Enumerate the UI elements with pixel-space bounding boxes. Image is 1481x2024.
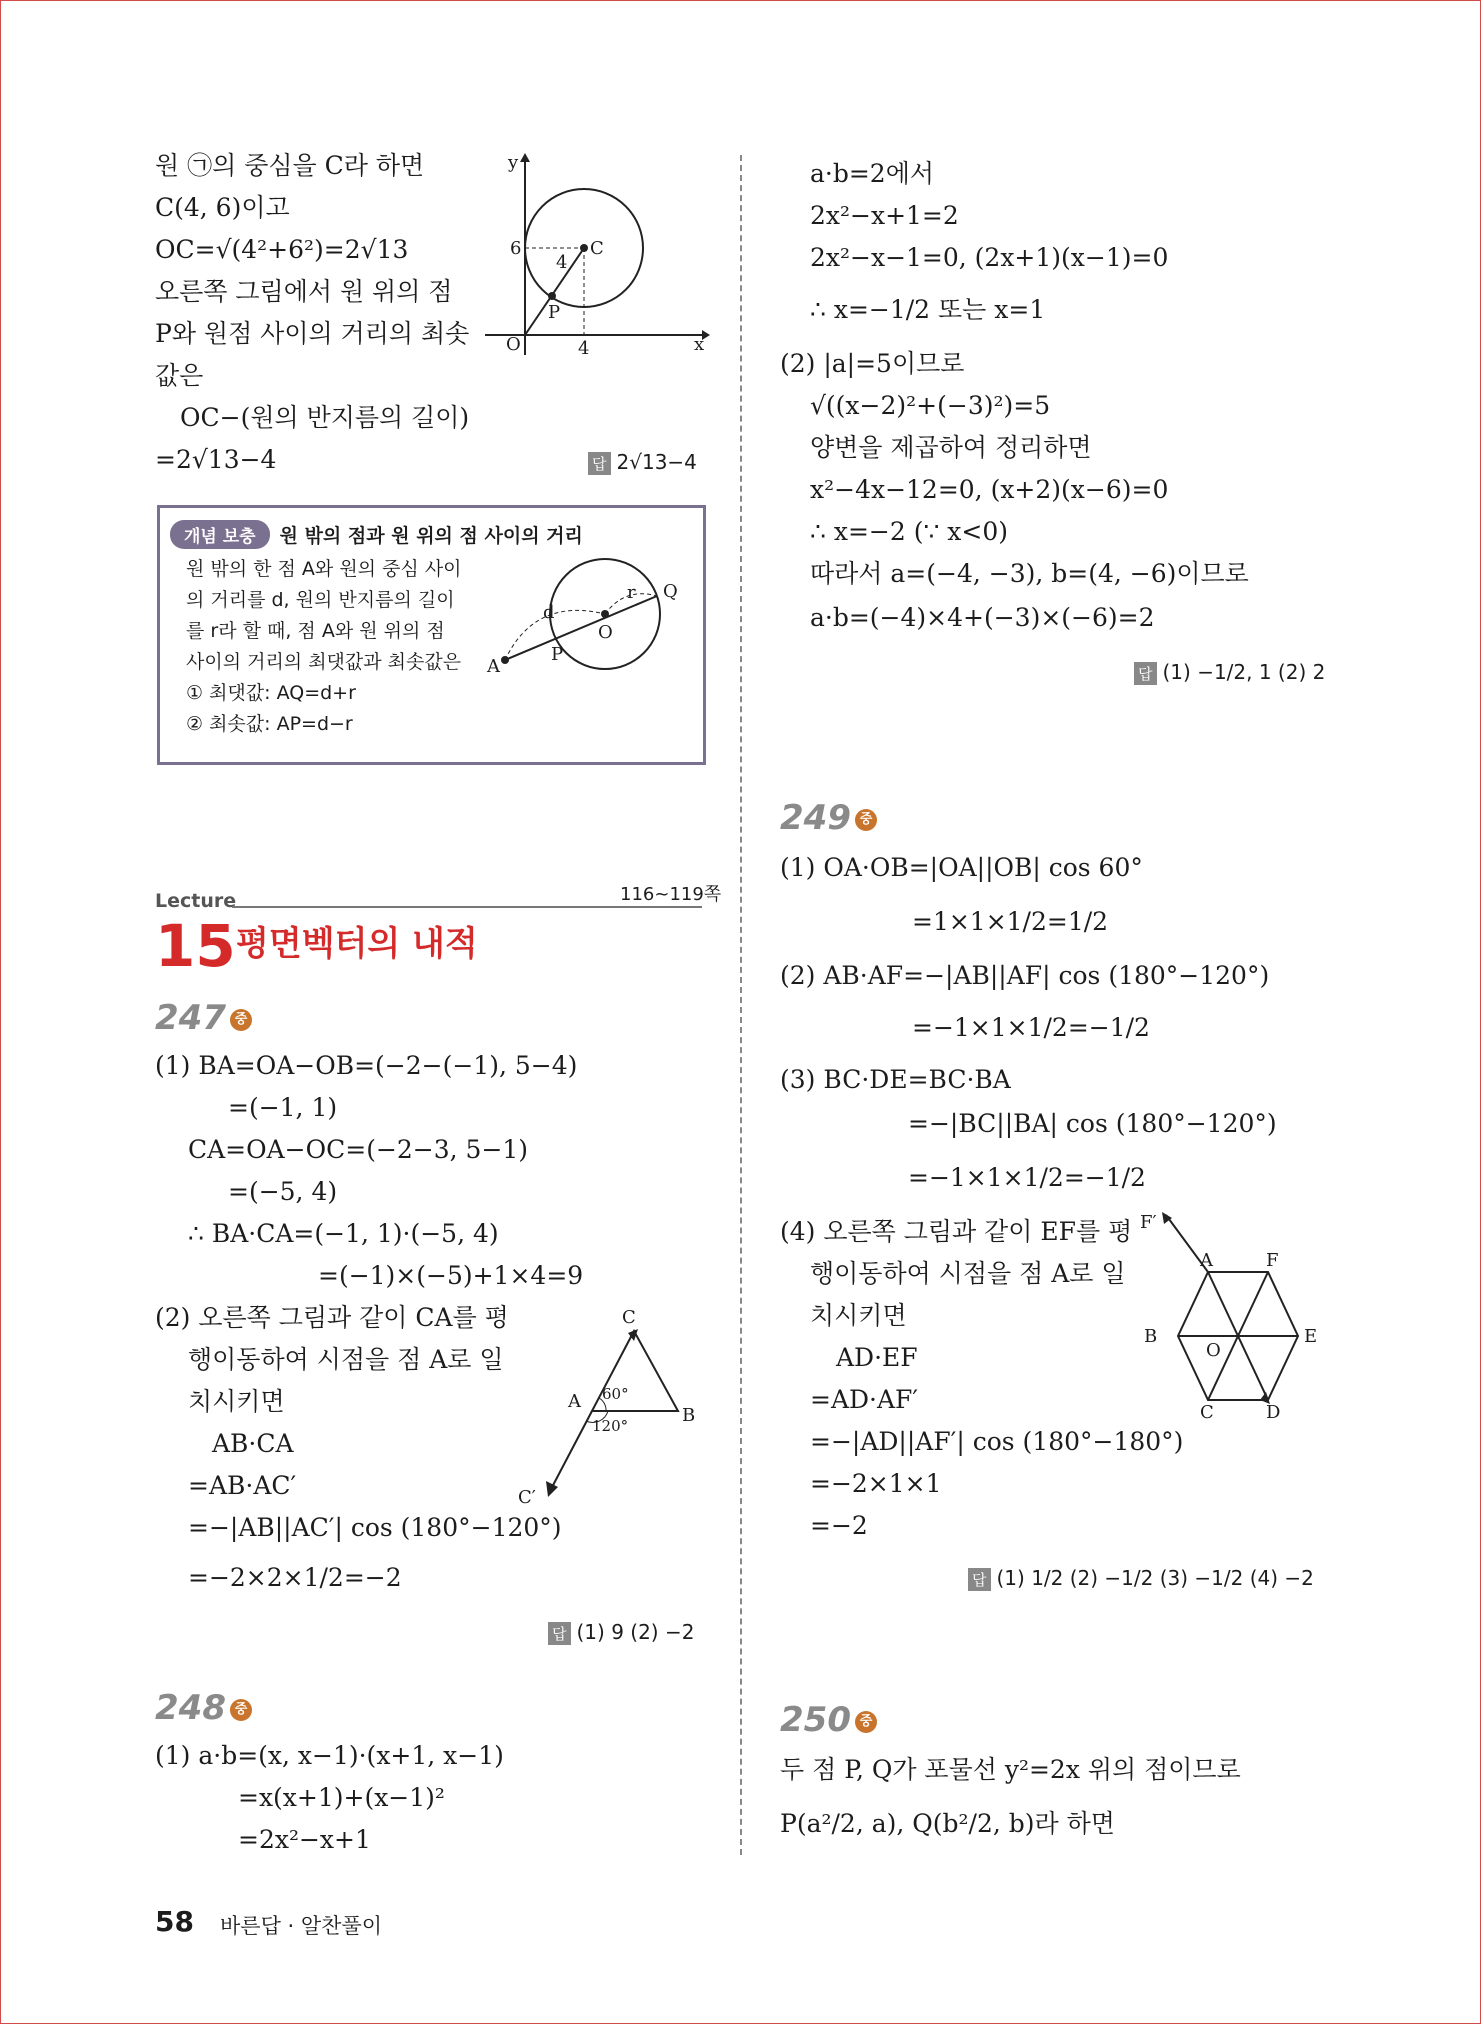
text-line: (1) OA·OB=|OA||OB| cos 60° bbox=[780, 853, 1143, 882]
answer-text: (1) −1/2, 1 (2) 2 bbox=[1162, 660, 1326, 684]
vertex-a-label: A bbox=[1200, 1250, 1213, 1271]
text-line: =(−1, 1) bbox=[228, 1093, 338, 1122]
text-line: 행이동하여 시점을 점 A로 일 bbox=[188, 1345, 504, 1374]
answer-text: 2√13−4 bbox=[616, 450, 697, 474]
text-line: =(−5, 4) bbox=[228, 1177, 338, 1206]
problem-250-number bbox=[780, 1700, 877, 1740]
text-line: OC−(원의 반지름의 길이) bbox=[180, 403, 470, 432]
vertex-c-label: C bbox=[622, 1307, 636, 1328]
text-line: (2) AB·AF=−|AB||AF| cos (180°−120°) bbox=[780, 961, 1270, 990]
point-p-label: P bbox=[548, 302, 561, 323]
difficulty-badge: 중 bbox=[855, 1711, 877, 1733]
concept-line: ② 최솟값: AP=d−r bbox=[186, 713, 353, 735]
lecture-number: 15 bbox=[155, 912, 236, 980]
answer bbox=[548, 1620, 694, 1645]
text-line: 양변을 제곱하여 정리하면 bbox=[810, 433, 1092, 462]
circle-figure bbox=[480, 150, 710, 365]
text-line: =2x²−x+1 bbox=[238, 1825, 371, 1854]
text-line: OC=√(4²+6²)=2√13 bbox=[155, 235, 409, 264]
text-line: =−|BC||BA| cos (180°−120°) bbox=[908, 1109, 1277, 1138]
radius-label: 4 bbox=[556, 252, 568, 273]
footer-title: 바른답 · 알찬풀이 bbox=[220, 1914, 383, 1938]
text-line: =AB·AC′ bbox=[188, 1471, 297, 1500]
text-line: ∴ BA·CA=(−1, 1)·(−5, 4) bbox=[188, 1219, 499, 1248]
text-line: (2) |a|=5이므로 bbox=[780, 349, 965, 378]
text-line: AB·CA bbox=[212, 1429, 294, 1458]
center-label: C bbox=[590, 238, 604, 259]
answer-tag: 답 bbox=[548, 1622, 571, 1645]
text-line: =−|AB||AC′| cos (180°−120°) bbox=[188, 1513, 562, 1542]
text-line: CA=OA−OC=(−2−3, 5−1) bbox=[188, 1135, 529, 1164]
problem-number: 247 bbox=[155, 998, 226, 1038]
text-line: a·b=(−4)×4+(−3)×(−6)=2 bbox=[810, 603, 1155, 632]
difficulty-badge: 중 bbox=[230, 1009, 252, 1031]
vertex-f-prime-label: F′ bbox=[1140, 1212, 1157, 1233]
triangle-figure bbox=[510, 1305, 710, 1508]
text-line: =(−1)×(−5)+1×4=9 bbox=[318, 1261, 584, 1290]
center-o-label: O bbox=[598, 622, 613, 643]
answer-text: (1) 1/2 (2) −1/2 (3) −1/2 (4) −2 bbox=[996, 1566, 1314, 1590]
concept-title bbox=[170, 520, 583, 549]
text-line: =−2×2×1/2=−2 bbox=[188, 1563, 402, 1592]
problem-247-number bbox=[155, 998, 252, 1038]
x-axis-label: x bbox=[694, 334, 705, 355]
problem-number: 250 bbox=[780, 1700, 851, 1740]
text-line: P와 원점 사이의 거리의 최솟 bbox=[155, 319, 470, 348]
concept-line: 원 밖의 한 점 A와 원의 중심 사이 bbox=[186, 558, 462, 580]
concept-title-text: 원 밖의 점과 원 위의 점 사이의 거리 bbox=[279, 525, 583, 547]
text-line: 값은 bbox=[155, 361, 204, 390]
point-q-label: Q bbox=[663, 581, 678, 602]
text-line: 2x²−x+1=2 bbox=[810, 201, 959, 230]
tick-6-label: 6 bbox=[510, 238, 522, 259]
difficulty-badge: 중 bbox=[855, 809, 877, 831]
distance-d-label: d bbox=[543, 602, 555, 623]
text-line: (1) BA=OA−OB=(−2−(−1), 5−4) bbox=[155, 1051, 578, 1080]
concept-line: ① 최댓값: AQ=d+r bbox=[186, 682, 356, 704]
vertex-c-label: C bbox=[1200, 1402, 1214, 1423]
lecture-label: Lecture bbox=[155, 890, 237, 912]
text-line: √((x−2)²+(−3)²)=5 bbox=[810, 391, 1051, 420]
answer-tag: 답 bbox=[968, 1568, 991, 1591]
text-line: ∴ x=−2 (∵ x<0) bbox=[810, 517, 1009, 546]
text-line: =−2×1×1 bbox=[810, 1469, 942, 1498]
angle-120-label: 120° bbox=[592, 1417, 629, 1435]
concept-pill: 개념 보충 bbox=[170, 520, 270, 549]
text-line: (1) a·b=(x, x−1)·(x+1, x−1) bbox=[155, 1741, 504, 1770]
text-line: 행이동하여 시점을 점 A로 일 bbox=[810, 1259, 1126, 1288]
text-line: =1×1×1/2=1/2 bbox=[912, 907, 1109, 936]
text-line: P(a²/2, a), Q(b²/2, b)라 하면 bbox=[780, 1809, 1115, 1838]
concept-line: 를 r라 할 때, 점 A와 원 위의 점 bbox=[186, 620, 445, 642]
answer bbox=[588, 450, 697, 475]
radius-r-label: r bbox=[627, 582, 636, 603]
vertex-a-label: A bbox=[568, 1391, 581, 1412]
answer-text: (1) 9 (2) −2 bbox=[576, 1620, 695, 1644]
text-line: 두 점 P, Q가 포물선 y²=2x 위의 점이므로 bbox=[780, 1755, 1241, 1784]
text-line: ∴ x=−1/2 또는 x=1 bbox=[810, 295, 1046, 324]
text-line: C(4, 6)이고 bbox=[155, 193, 290, 222]
text-line: a·b=2에서 bbox=[810, 159, 935, 188]
concept-box bbox=[157, 505, 706, 765]
text-line: =x(x+1)+(x−1)² bbox=[238, 1783, 445, 1812]
text-line: =AD·AF′ bbox=[810, 1385, 919, 1414]
problem-248-number bbox=[155, 1688, 252, 1728]
text-line: 치시키면 bbox=[810, 1301, 907, 1330]
text-line: 원 ㉠의 중심을 C라 하면 bbox=[155, 151, 425, 180]
text-line: =−1×1×1/2=−1/2 bbox=[912, 1013, 1150, 1042]
answer bbox=[1134, 660, 1325, 685]
text-line: (4) 오른쪽 그림과 같이 EF를 평 bbox=[780, 1217, 1133, 1246]
origin-label: O bbox=[506, 334, 521, 355]
text-line: 따라서 a=(−4, −3), b=(4, −6)이므로 bbox=[810, 559, 1249, 588]
text-line: 2x²−x−1=0, (2x+1)(x−1)=0 bbox=[810, 243, 1169, 272]
vertex-c-prime-label: C′ bbox=[518, 1487, 536, 1508]
point-p-label: P bbox=[551, 644, 564, 665]
problem-number: 248 bbox=[155, 1688, 226, 1728]
text-line: =−|AD||AF′| cos (180°−180°) bbox=[810, 1427, 1184, 1456]
problem-249-number bbox=[780, 798, 877, 838]
text-line: (3) BC·DE=BC·BA bbox=[780, 1065, 1011, 1094]
concept-line: 의 거리를 d, 원의 반지름의 길이 bbox=[186, 589, 455, 611]
answer-tag: 답 bbox=[1134, 662, 1157, 685]
concept-line: 사이의 거리의 최댓값과 최솟값은 bbox=[186, 651, 462, 673]
lecture-rule bbox=[232, 906, 702, 908]
concept-figure bbox=[485, 552, 690, 692]
text-line: =−2 bbox=[810, 1511, 868, 1540]
difficulty-badge: 중 bbox=[230, 1699, 252, 1721]
page-number: 58 bbox=[155, 1905, 194, 1938]
tick-4-label: 4 bbox=[578, 338, 590, 359]
vertex-d-label: D bbox=[1266, 1402, 1281, 1423]
text-line: AD·EF bbox=[836, 1343, 918, 1372]
center-o-label: O bbox=[1206, 1340, 1221, 1361]
text-line: =2√13−4 bbox=[155, 445, 277, 474]
answer-tag: 답 bbox=[588, 452, 611, 475]
text-line: (2) 오른쪽 그림과 같이 CA를 평 bbox=[155, 1303, 509, 1332]
vertex-b-label: B bbox=[1144, 1326, 1158, 1347]
text-line: x²−4x−12=0, (x+2)(x−6)=0 bbox=[810, 475, 1169, 504]
text-line: 치시키면 bbox=[188, 1387, 285, 1416]
problem-number: 249 bbox=[780, 798, 851, 838]
angle-60-label: 60° bbox=[602, 1385, 629, 1403]
hexagon-figure bbox=[1130, 1210, 1330, 1425]
vertex-b-label: B bbox=[682, 1405, 696, 1426]
answer bbox=[968, 1566, 1314, 1591]
text-line: 오른쪽 그림에서 원 위의 점 bbox=[155, 277, 453, 306]
lecture-title: 평면벡터의 내적 bbox=[236, 924, 478, 964]
vertex-f-label: F bbox=[1266, 1250, 1279, 1271]
point-a-label: A bbox=[487, 656, 500, 677]
lecture-pages: 116~119쪽 bbox=[620, 884, 722, 905]
y-axis-label: y bbox=[508, 152, 519, 173]
column-divider bbox=[740, 155, 742, 1855]
text-line: =−1×1×1/2=−1/2 bbox=[908, 1163, 1146, 1192]
vertex-e-label: E bbox=[1304, 1326, 1318, 1347]
